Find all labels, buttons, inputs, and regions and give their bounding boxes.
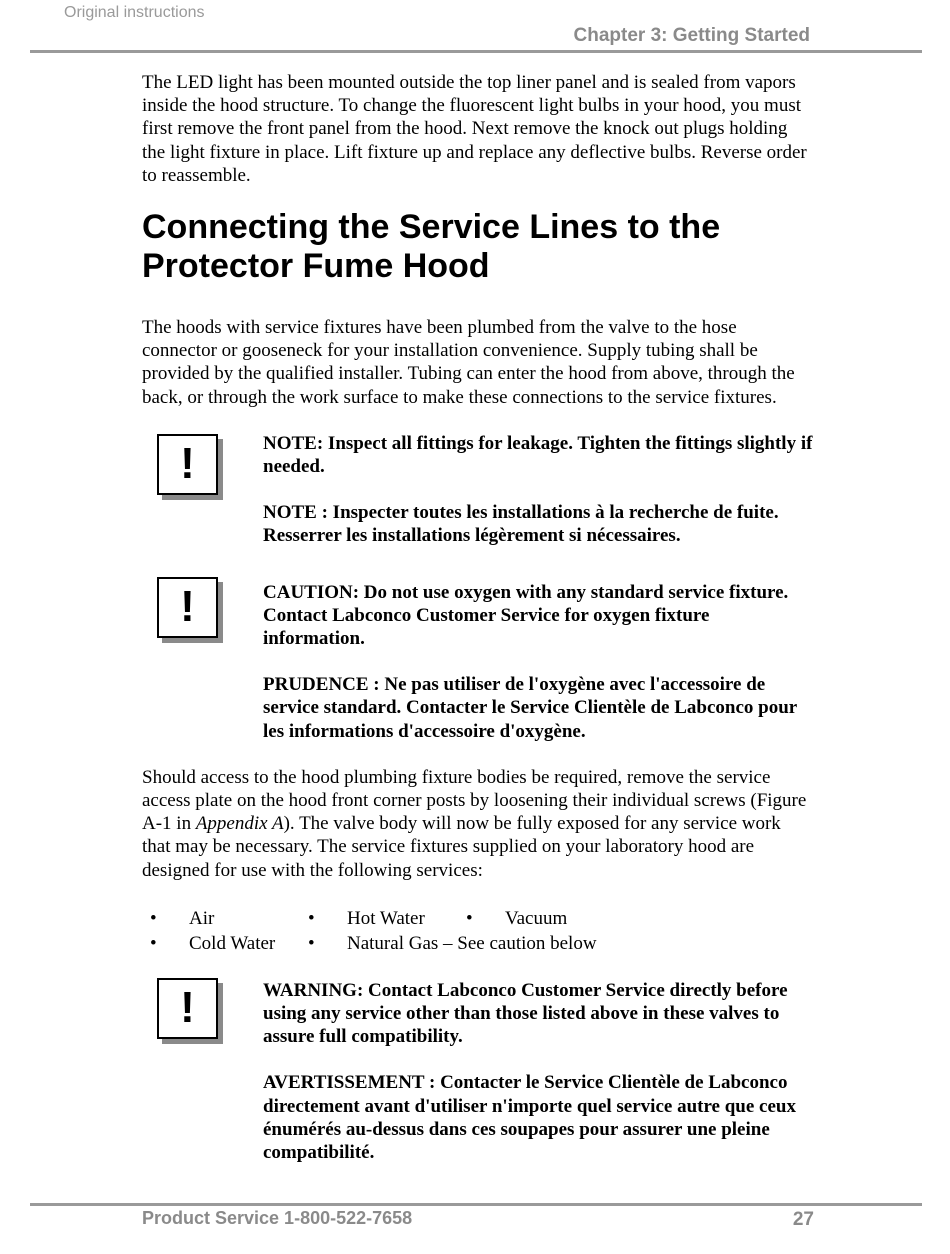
exclamation-icon bbox=[157, 577, 218, 638]
note-french-text: NOTE : Inspecter toutes les installations à la recherche de fuite. Resserrer les installations légèrement si nécessaires. bbox=[263, 502, 779, 547]
exclamation-symbol: ! bbox=[180, 439, 195, 489]
access-text-end: ). The valve body will now be fully exposed for any service work that may be necessary. The service fixtures supplied on your laboratory hood are designed for use with the following services: bbox=[142, 813, 781, 881]
exclamation-symbol: ! bbox=[180, 983, 195, 1033]
caution-french-text: PRUDENCE : Ne pas utiliser de l'oxygène avec l'accessoire de service standard. Contacter le Service Clientèle de Labconco pour les informations d'accessoire d'oxygène. bbox=[263, 674, 797, 742]
note-english-text: NOTE: Inspect all fittings for leakage. Tighten the fittings slightly if needed. bbox=[263, 432, 813, 478]
access-text-start: Should access to the hood plumbing fixture bodies be required, remove the service access plate on the hood front corner posts by loosening their individual screws (Figure A-1 in bbox=[142, 766, 807, 835]
service-intro-paragraph: The hoods with service fixtures have been plumbed from the valve to the hose connector or gooseneck for your installation convenience. Supply tubing shall be provided by the qualified installer. Tubing can enter the hood from above, through the back, or through the work surface to make these connections to the service fixtures. bbox=[142, 317, 795, 408]
service-label: Vacuum bbox=[505, 907, 568, 929]
service-label: Natural Gas – See caution below bbox=[347, 932, 597, 954]
header-divider bbox=[30, 50, 922, 53]
service-label: Hot Water bbox=[347, 907, 425, 929]
service-label: Cold Water bbox=[189, 932, 276, 954]
bullet: • bbox=[308, 932, 315, 954]
exclamation-icon bbox=[157, 434, 218, 495]
page-content bbox=[142, 71, 814, 1164]
led-light-paragraph: The LED light has been mounted outside the top liner panel and is sealed from vapors inside the hood structure. To change the fluorescent light bulbs in your hood, you must first remove the front panel from the hood. Next remove the knock out plugs holding the light fixture in place. Lift fixture up and replace any deflective bulbs. Reverse order to reassemble. bbox=[142, 72, 807, 186]
bullet: • bbox=[466, 907, 473, 929]
product-service-phone: Product Service 1-800-522-7658 bbox=[142, 1208, 413, 1228]
exclamation-symbol: ! bbox=[180, 582, 195, 632]
caution-english-text: CAUTION: Do not use oxygen with any standard service fixture. Contact Labconco Customer Service for oxygen fixture information. bbox=[263, 581, 789, 650]
services-list bbox=[142, 906, 814, 956]
exclamation-icon bbox=[157, 978, 218, 1039]
section-heading: Connecting the Service Lines to the Protector Fume Hood bbox=[142, 208, 721, 286]
chapter-title: Chapter 3: Getting Started bbox=[573, 25, 810, 46]
appendix-reference: Appendix A bbox=[195, 813, 284, 835]
bullet: • bbox=[150, 932, 157, 954]
page-number: 27 bbox=[792, 1209, 814, 1230]
warning-notice bbox=[142, 979, 814, 1164]
bullet: • bbox=[150, 907, 157, 929]
note-notice bbox=[142, 432, 814, 548]
warning-english-text: WARNING: Contact Labconco Customer Service directly before using any service other than those listed above in these valves to assure full compatibility. bbox=[263, 979, 788, 1048]
service-label: Air bbox=[189, 907, 215, 929]
footer-divider bbox=[30, 1203, 922, 1206]
original-instructions-label: Original instructions bbox=[64, 4, 205, 21]
caution-notice bbox=[142, 581, 814, 743]
warning-french-text: AVERTISSEMENT : Contacter le Service Clientèle de Labconco directement avant d'utiliser n'importe quel service autre que ceux énumérés au-dessus dans ces soupapes pour assurer une pleine compatibilité. bbox=[263, 1072, 796, 1164]
bullet: • bbox=[308, 907, 315, 929]
plumbing-access-paragraph bbox=[142, 766, 814, 882]
